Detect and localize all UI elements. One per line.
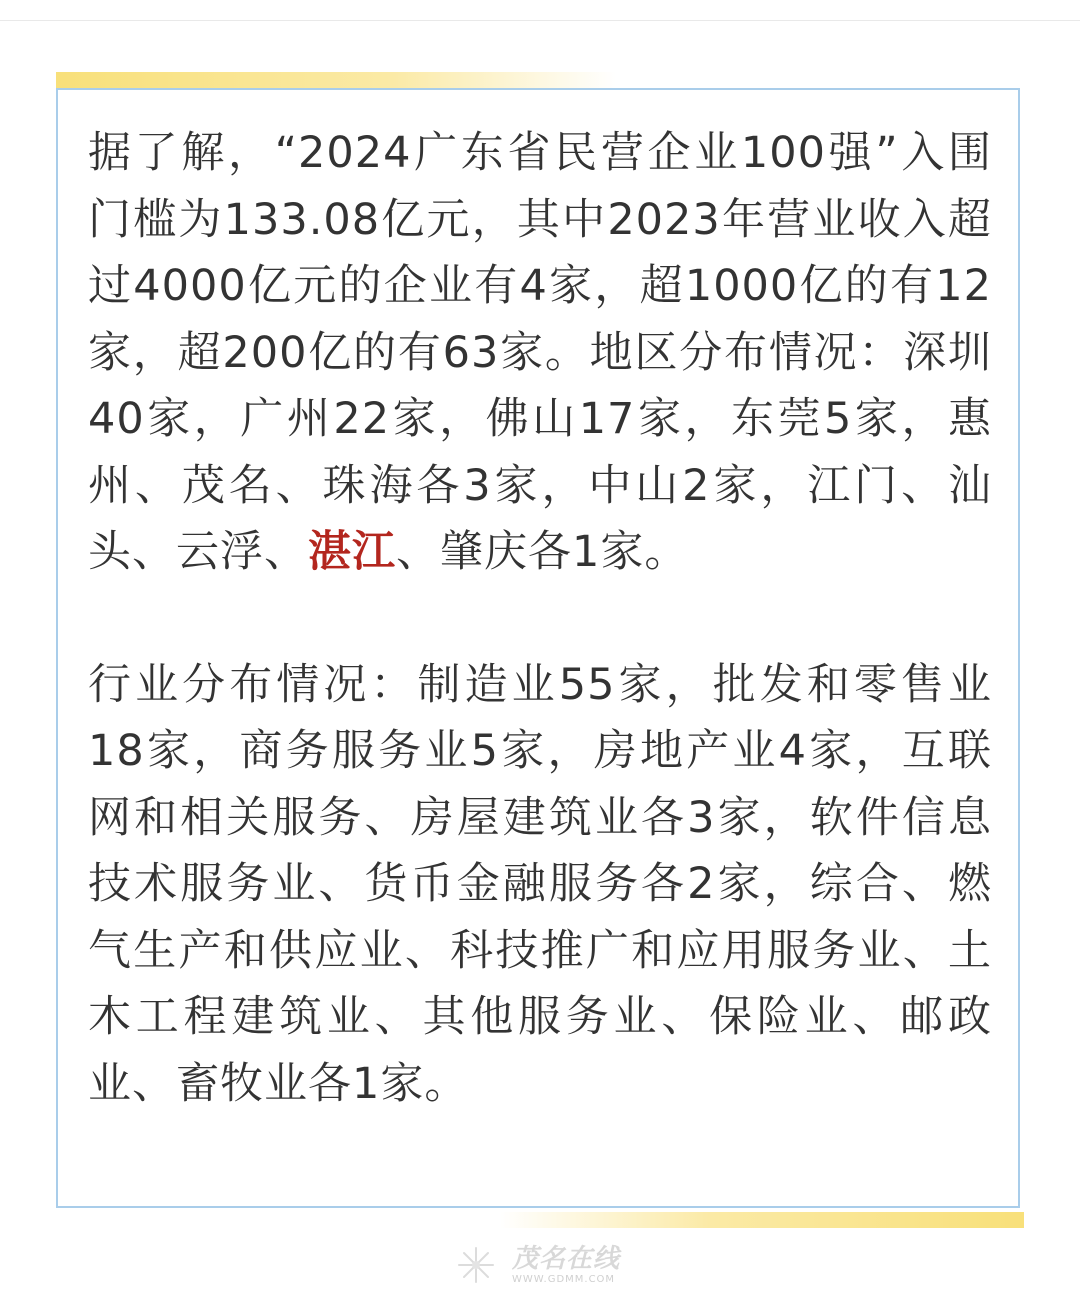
paragraph-region-distribution (88, 120, 992, 586)
article-body (88, 120, 992, 1117)
highlighted-city: 湛江 (308, 527, 396, 577)
top-divider (0, 20, 1080, 21)
watermark-url: WWW.GDMM.COM (512, 1273, 616, 1285)
article-card (56, 88, 1020, 1208)
watermark (450, 1244, 650, 1286)
paragraph-text: 据了解，“2024广东省民营企业100强”入围门槛为133.08亿元，其中2023年营业收入超过4000亿元的企业有4家，超1000亿的有12家，超200亿的有63家。地区分布情况：深圳40家，广州22家，佛山17家，东莞5家，惠州、茂名、珠海各3家，中山2家，江门、汕头、云浮、 (88, 128, 992, 577)
accent-bar-top (56, 72, 616, 88)
watermark-text (512, 1243, 621, 1285)
paragraph-industry-distribution: 行业分布情况：制造业55家，批发和零售业18家，商务服务业5家，房地产业4家，互联网和相关服务、房屋建筑业各3家，软件信息技术服务业、货币金融服务各2家，综合、燃气生产和供应业、科技推广和应用服务业、土木工程建筑业、其他服务业、保险业、邮政业、畜牧业各1家。 (88, 659, 992, 1109)
watermark-brand: 茂名在线 (512, 1243, 621, 1274)
paragraph-text: 、肇庆各1家。 (396, 527, 689, 577)
sparkle-logo-icon (450, 1246, 502, 1284)
accent-bar-bottom (500, 1212, 1024, 1228)
